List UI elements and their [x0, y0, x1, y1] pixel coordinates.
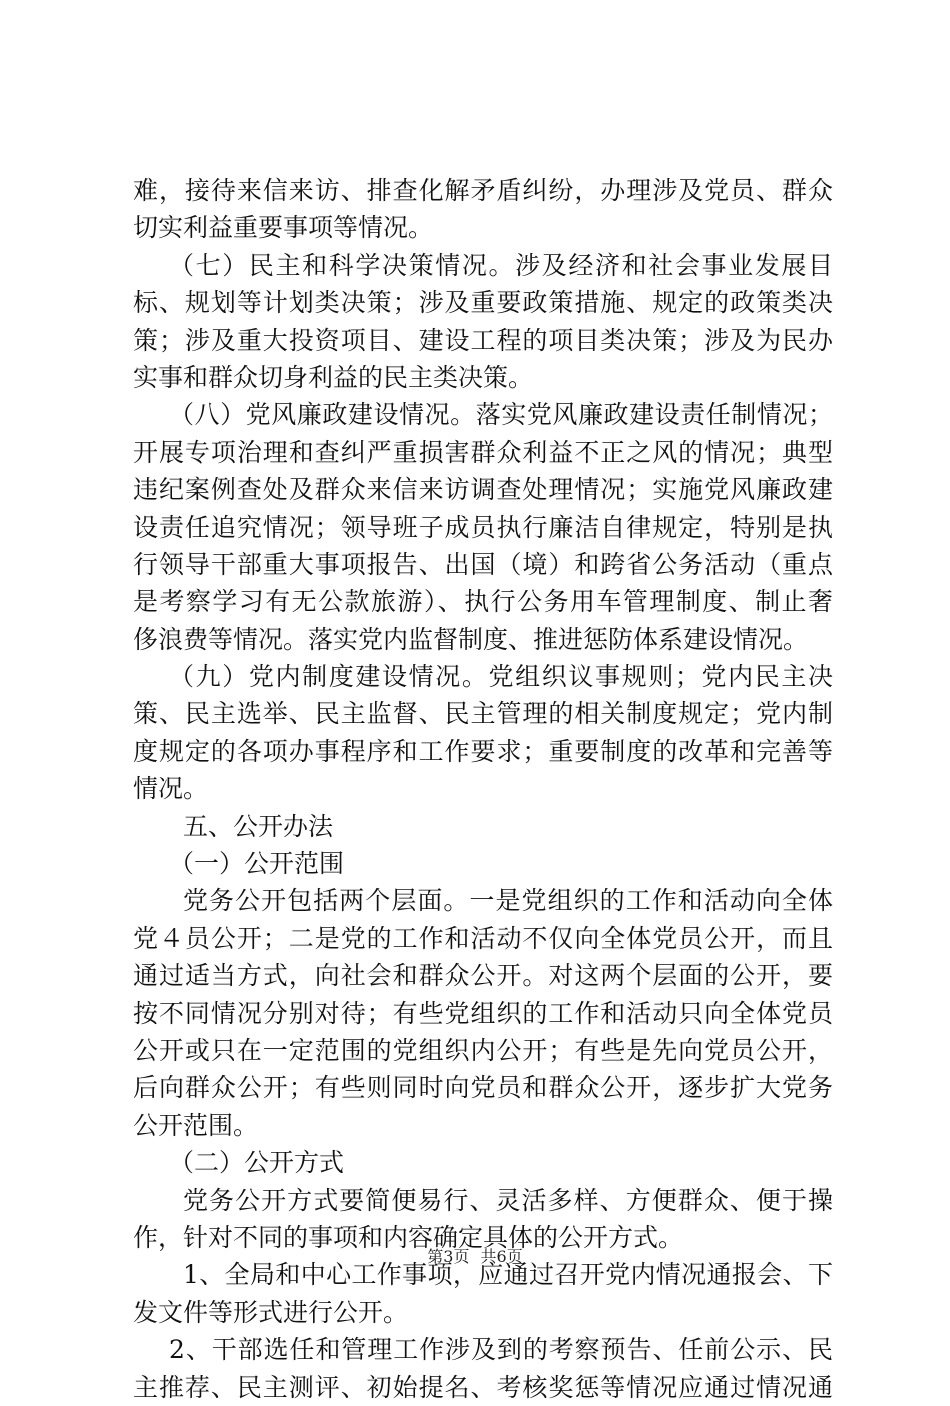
- document-body: [133, 172, 833, 1406]
- subsection-heading: （一）公开范围: [169, 849, 345, 879]
- section-heading: 五、公开办法: [183, 811, 334, 841]
- text-line: （七）民主和科学决策情况。涉及经济和社会事业发展目: [169, 250, 833, 280]
- text-line: 难，接待来信来访、排查化解矛盾纠纷，办理涉及党员、群众: [133, 176, 833, 205]
- text-line: 设责任追究情况；领导班子成员执行廉洁自律规定，特别是执: [133, 512, 833, 542]
- text-line: 策、民主选举、民主监督、民主管理的相关制度规定；党内制: [133, 699, 833, 729]
- text-line: 情况。: [133, 774, 209, 804]
- text-line: 切实利益重要事项等情况。: [133, 213, 434, 243]
- subsection-heading: （二）公开方式: [169, 1148, 345, 1178]
- text-line: 实事和群众切身利益的民主类决策。: [133, 362, 534, 392]
- text-line: 公开范围。: [133, 1110, 259, 1140]
- text-line: 标、规划等计划类决策；涉及重要政策措施、规定的政策类决: [133, 288, 833, 318]
- text-line: 通过适当方式，向社会和群众公开。对这两个层面的公开，要: [133, 961, 833, 991]
- text-line: 党务公开方式要简便易行、灵活多样、方便群众、便于操: [183, 1185, 833, 1215]
- page-footer: [0, 1244, 950, 1267]
- text-line: 开展专项治理和查纠严重损害群众利益不正之风的情况；典型: [133, 437, 833, 467]
- text-line: 侈浪费等情况。落实党内监督制度、推进惩防体系建设情况。: [133, 624, 809, 654]
- text-line: 主推荐、民主测评、初始提名、考核奖惩等情况应通过情况通: [133, 1372, 833, 1402]
- text-line: 按不同情况分别对待；有些党组织的工作和活动只向全体党员: [133, 998, 833, 1028]
- text-line: 违纪案例查处及群众来信来访调查处理情况；实施党风廉政建: [133, 475, 833, 505]
- text-line: 策；涉及重大投资项目、建设工程的项目类决策；涉及为民办: [133, 325, 833, 355]
- text-line: 公开或只在一定范围的党组织内公开；有些是先向党员公开，: [133, 1035, 833, 1065]
- text-line: 度规定的各项办事程序和工作要求；重要制度的改革和完善等: [133, 736, 833, 766]
- text-line: 发文件等形式进行公开。: [133, 1297, 409, 1327]
- text-line: 是考察学习有无公款旅游）、执行公务用车管理制度、制止奢: [133, 587, 833, 617]
- text-line: 党４员公开；二是党的工作和活动不仅向全体党员公开，而且: [133, 923, 833, 953]
- text-line: 1、全局和中心工作事项，应通过召开党内情况通报会、下: [183, 1260, 833, 1290]
- text-line: 行领导干部重大事项报告、出国（境）和跨省公务活动（重点: [133, 549, 833, 579]
- text-line: （八）党风廉政建设情况。落实党风廉政建设责任制情况；: [169, 400, 833, 430]
- text-line: 党务公开包括两个层面。一是党组织的工作和活动向全体: [183, 886, 833, 916]
- text-line: 后向群众公开；有些则同时向党员和群众公开，逐步扩大党务: [133, 1073, 833, 1103]
- text-line: 作，针对不同的事项和内容确定具体的公开方式。: [133, 1222, 684, 1252]
- page-total: 共6页: [480, 1247, 523, 1266]
- text-line: （九）党内制度建设情况。党组织议事规则；党内民主决: [169, 662, 833, 692]
- text-line: 2、干部选任和管理工作涉及到的考察预告、任前公示、民: [169, 1335, 833, 1365]
- page-number: 第3页: [427, 1247, 470, 1266]
